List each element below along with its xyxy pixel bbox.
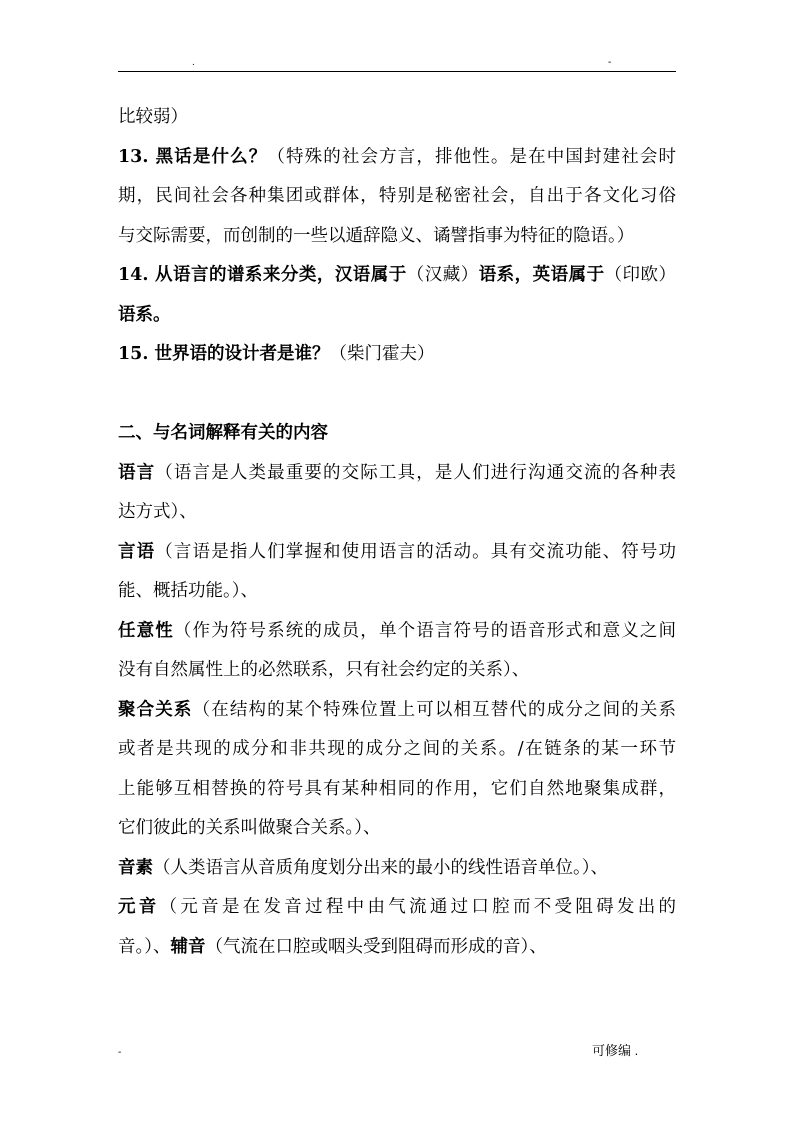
- paragraph-line: [118, 217, 676, 257]
- paragraph-line: [118, 730, 676, 770]
- answer-text: （特殊的社会方言，排他性。是在中国封建社会时: [267, 146, 676, 167]
- term-consonant: [118, 928, 676, 968]
- text-run: 语系。: [118, 304, 171, 325]
- question-label: 15. 世界语的设计者是谁？: [118, 344, 330, 364]
- paragraph-line: [118, 770, 676, 810]
- document-body: [118, 98, 676, 967]
- term-definition: （元音是在发音过程中由气流通过口腔而不受阻碍发出的: [159, 897, 676, 917]
- term-definition: （言语是指人们掌握和使用语言的活动。具有交流功能、符号功: [155, 541, 676, 562]
- term-definition: 音。）、: [118, 936, 171, 957]
- term-label: 音素: [118, 857, 153, 878]
- term-definition: （在结构的某个特殊位置上可以相互替代的成分之间的关系: [192, 699, 676, 720]
- term-label: 任意性: [118, 620, 174, 641]
- section-heading: 二、与名词解释有关的内容: [118, 423, 328, 443]
- paragraph-line: [118, 809, 676, 849]
- answer-text: （柴门霍夫）: [329, 344, 435, 364]
- header-rule: [118, 71, 676, 72]
- text-run: 没有自然属性上的必然联系，只有社会约定的关系）、: [118, 660, 530, 680]
- term-label: 辅音: [170, 936, 206, 957]
- paragraph-line: [118, 177, 676, 217]
- header-mark-right: -: [608, 57, 612, 68]
- term-definition: （人类语言从音质角度划分出来的最小的线性语音单位。）、: [153, 857, 608, 878]
- paragraph-line: [118, 296, 676, 336]
- term-definition: （作为符号系统的成员，单个语言符号的语音形式和意义之间: [173, 620, 676, 641]
- text-run: 或者是共现的成分和非共现的成分之间的关系。/在链条的某一环节: [118, 739, 676, 759]
- text-run: 比较弱）: [118, 107, 188, 127]
- term-phoneme: [118, 849, 676, 889]
- question-label: 语系，英语属于: [478, 265, 605, 285]
- term-label: 语言: [118, 462, 156, 483]
- answer-text: （汉藏）: [406, 265, 479, 285]
- term-arbitrariness: [118, 612, 676, 652]
- term-label: 元音: [118, 897, 160, 917]
- text-run: 期，民间社会各种集团或群体，特别是秘密社会，自出于各文化习俗: [118, 186, 676, 206]
- term-paradigmatic-relation: [118, 691, 676, 731]
- text-run: 能、概括功能。）、: [118, 581, 258, 601]
- question-label: 14. 从语言的谱系来分类，汉语属于: [118, 265, 407, 285]
- term-definition: （气流在口腔或咽头受到阻碍而形成的音）、: [205, 936, 547, 957]
- term-language: [118, 454, 676, 494]
- paragraph-line: [118, 572, 676, 612]
- question-14: [118, 256, 676, 296]
- blank-line: [118, 375, 676, 415]
- paragraph-line: [118, 98, 676, 138]
- footer-label: 可修编 .: [592, 1043, 639, 1058]
- paragraph-line: [118, 651, 676, 691]
- term-speech: [118, 533, 676, 573]
- text-run: 它们彼此的关系叫做聚合关系。）、: [118, 818, 381, 838]
- text-run: 与交际需要，而创制的一些以遁辞隐义、谲譬指事为特征的隐语。）: [118, 225, 635, 246]
- term-label: 聚合关系: [118, 699, 193, 720]
- question-15: [118, 335, 676, 375]
- term-label: 言语: [118, 541, 156, 562]
- header-mark-left: .: [192, 57, 195, 68]
- paragraph-line: [118, 493, 676, 533]
- answer-text: （印欧）: [604, 265, 676, 285]
- question-13: [118, 138, 676, 178]
- term-definition: （语言是人类最重要的交际工具，是人们进行沟通交流的各种表: [155, 462, 676, 483]
- text-run: 达方式）、: [118, 502, 197, 522]
- question-label: 13. 黑话是什么？: [118, 146, 268, 167]
- footer-mark-left: -: [118, 1047, 122, 1058]
- term-vowel: [118, 888, 676, 928]
- text-run: 上能够互相替换的符号具有某种相同的作用，它们自然地聚集成群，: [118, 778, 676, 799]
